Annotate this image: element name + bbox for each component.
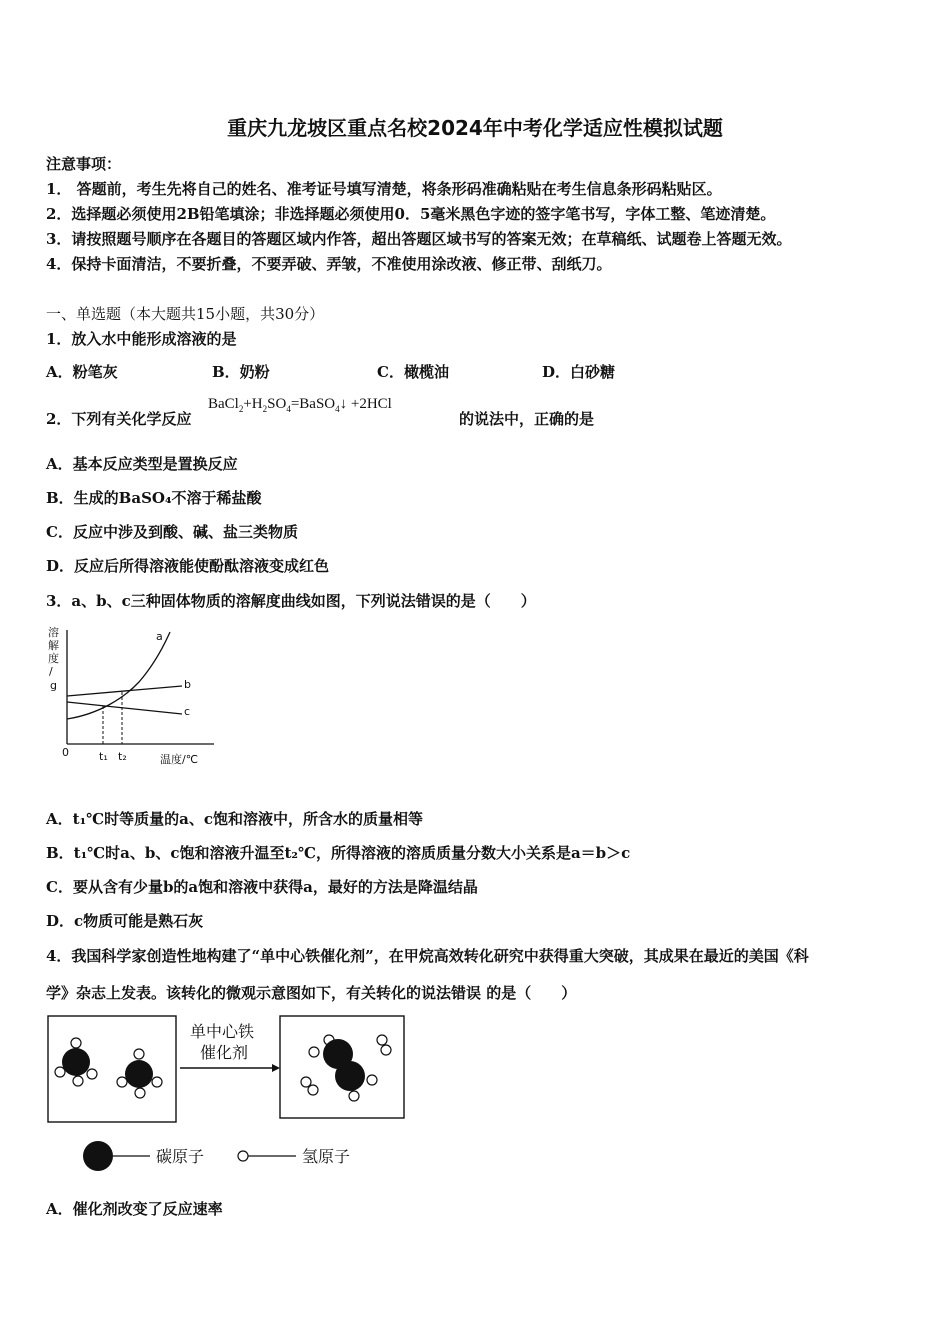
methane-molecule <box>55 1038 97 1086</box>
hydrogen-molecule <box>377 1035 391 1055</box>
graph-t1-label: t₁ <box>99 750 108 763</box>
section-heading: 一、单选题（本大题共15小题，共30分） <box>46 305 325 323</box>
q2-option-d: D．反应后所得溶液能使酚酞溶液变成红色 <box>46 557 330 575</box>
notice-item: 3．请按照题号顺序在各题目的答题区域内作答，超出答题区域书写的答案无效；在草稿纸、试题卷上答题无效。 <box>46 230 792 248</box>
q2-option-a: A．基本反应类型是置换反应 <box>46 455 238 473</box>
ethylene-molecule <box>309 1035 377 1101</box>
q1-stem: 1．放入水中能形成溶液的是 <box>46 330 237 348</box>
q3-option-b: B．t₁℃时a、b、c饱和溶液升温至t₂℃，所得溶液的溶质质量分数大小关系是a＝b＞c <box>46 844 631 862</box>
q1-option-d: D．白砂糖 <box>542 363 616 381</box>
solubility-curve-graph <box>44 622 224 772</box>
graph-ylabel-char: g <box>50 679 57 692</box>
methane-conversion-diagram <box>44 1010 414 1180</box>
notice-item: 2．选择题必须使用2B铅笔填涂；非选择题必须使用0．5毫米黑色字迹的签字笔书写，字体工整、笔迹清楚。 <box>46 205 776 223</box>
graph-xlabel: 温度/℃ <box>160 753 199 766</box>
q3-option-d: D．c物质可能是熟石灰 <box>46 912 204 930</box>
notice-item: 1． 答题前，考生先将自己的姓名、准考证号填写清楚，将条形码准确粘贴在考生信息条形码粘贴区。 <box>46 180 722 198</box>
curve-label-b: b <box>184 678 191 691</box>
notice-heading: 注意事项： <box>46 155 122 173</box>
q2-stem-before: 2．下列有关化学反应 <box>46 410 192 428</box>
curve-c <box>67 702 182 714</box>
carbon-atom-legend-icon <box>83 1141 113 1171</box>
q2-option-c: C．反应中涉及到酸、碱、盐三类物质 <box>46 523 298 541</box>
q3-option-a: A．t₁℃时等质量的a、c饱和溶液中，所含水的质量相等 <box>46 810 423 828</box>
graph-ylabel-char: 解 <box>48 639 59 652</box>
q1-option-b: B．奶粉 <box>212 363 270 381</box>
q3-option-c: C．要从含有少量b的a饱和溶液中获得a，最好的方法是降温结晶 <box>46 878 478 896</box>
q3-stem: 3．a、b、c三种固体物质的溶解度曲线如图，下列说法错误的是（ ） <box>46 592 536 610</box>
page-title: 重庆九龙坡区重点名校2024年中考化学适应性模拟试题 <box>227 116 723 140</box>
q4-stem-line2: 学》杂志上发表。该转化的微观示意图如下，有关转化的说法错误 的是（ ） <box>46 984 577 1002</box>
methane-molecule <box>117 1049 162 1098</box>
graph-ylabel-char: / <box>49 665 53 678</box>
q4-option-a: A．催化剂改变了反应速率 <box>46 1200 223 1218</box>
hydrogen-atom-legend-icon <box>238 1151 248 1161</box>
q1-option-c: C．橄榄油 <box>377 363 449 381</box>
catalyst-label-line1: 单中心铁 <box>190 1022 255 1041</box>
curve-label-a: a <box>156 630 163 643</box>
graph-origin-label: 0 <box>62 746 69 759</box>
q2-stem-after: 的说法中，正确的是 <box>459 410 595 428</box>
q2-equation: $BaCl_2+H_2SO_4=BaSO_4↓ +2HCl$ <box>208 396 392 414</box>
graph-ylabel-char: 溶 <box>48 626 59 639</box>
graph-t2-label: t₂ <box>118 750 127 763</box>
catalyst-label-line2: 催化剂 <box>200 1043 249 1062</box>
notice-item: 4．保持卡面清洁，不要折叠，不要弄破、弄皱，不准使用涂改液、修正带、刮纸刀。 <box>46 255 612 273</box>
graph-ylabel-char: 度 <box>48 652 59 665</box>
q4-stem-line1: 4．我国科学家创造性地构建了“单中心铁催化剂”，在甲烷高效转化研究中获得重大突破，其成果在最近的美国《科 <box>46 947 809 965</box>
q1-option-a: A．粉笔灰 <box>46 363 118 381</box>
legend-hydrogen-label: 氢原子 <box>302 1147 351 1166</box>
hydrogen-molecule <box>301 1077 318 1095</box>
legend-carbon-label: 碳原子 <box>156 1147 205 1166</box>
curve-a <box>67 632 170 719</box>
q2-option-b: B．生成的BaSO₄不溶于稀盐酸 <box>46 489 262 507</box>
arrow-head-icon <box>272 1064 280 1072</box>
curve-label-c: c <box>184 705 191 718</box>
